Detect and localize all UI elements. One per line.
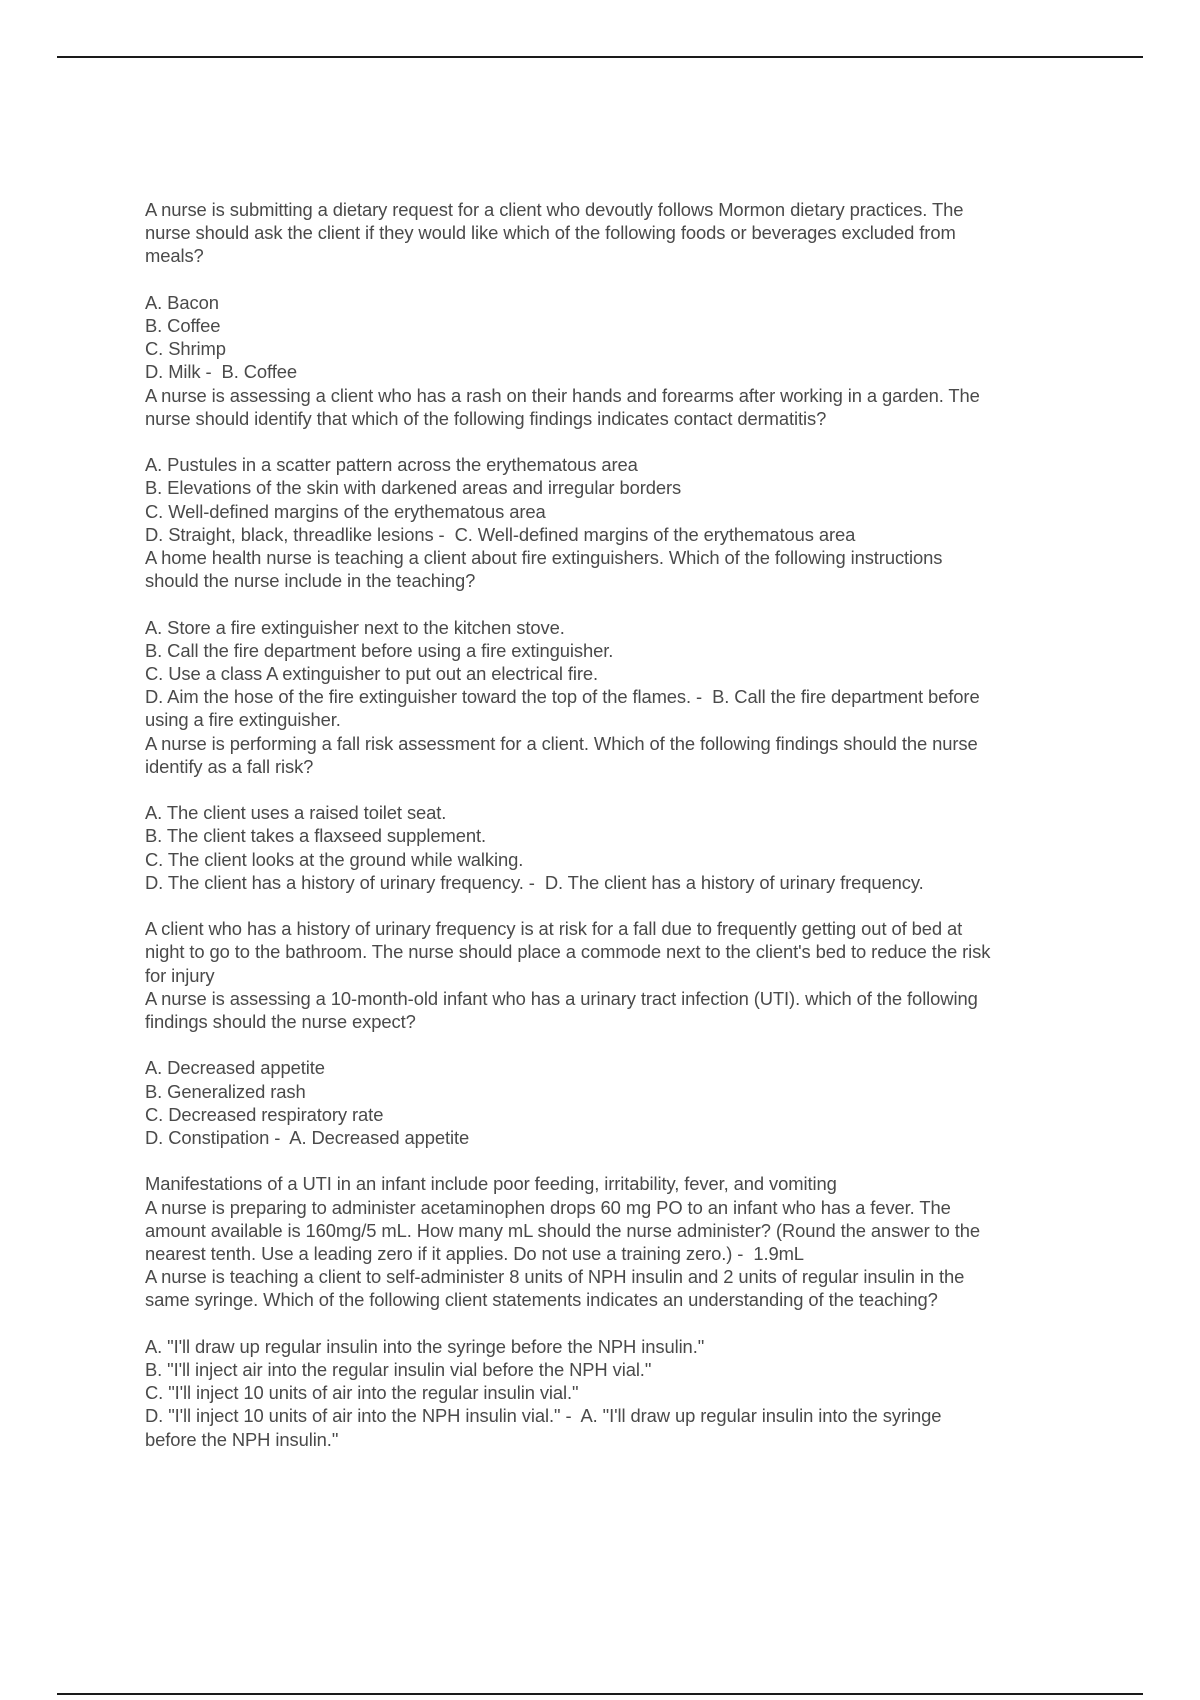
document-body: [145, 198, 1085, 1451]
text-line: B. "I'll inject air into the regular insulin vial before the NPH vial.": [145, 1359, 652, 1381]
text-line: C. "I'll inject 10 units of air into the regular insulin vial.": [145, 1382, 579, 1404]
text-line: amount available is 160mg/5 mL. How many mL should the nurse administer? (Round the answer to the: [145, 1219, 981, 1241]
text-line: D. Milk - B. Coffee: [145, 361, 297, 383]
paragraph-gap: [145, 1149, 1085, 1172]
text-line: meals?: [145, 245, 204, 267]
text-line: A. "I'll draw up regular insulin into the syringe before the NPH insulin.": [145, 1335, 705, 1357]
text-line: C. Decreased respiratory rate: [145, 1103, 384, 1125]
header-rule: [57, 56, 1143, 58]
paragraph-gap: [145, 778, 1085, 801]
text-line: nurse should identify that which of the following findings indicates contact dermatitis?: [145, 407, 827, 429]
text-line: A. Pustules in a scatter pattern across the erythematous area: [145, 454, 638, 476]
text-line: C. Well-defined margins of the erythematous area: [145, 500, 546, 522]
text-line: A. Bacon: [145, 291, 219, 313]
text-line: D. Straight, black, threadlike lesions - C. Well-defined margins of the erythematous area: [145, 523, 856, 545]
footer-rule: [57, 1693, 1143, 1695]
text-line: A. Decreased appetite: [145, 1057, 325, 1079]
paragraph-gap: [145, 1312, 1085, 1335]
text-line: B. Coffee: [145, 315, 221, 336]
text-line: same syringe. Which of the following client statements indicates an understanding of the teaching?: [145, 1289, 938, 1311]
text-line: night to go to the bathroom. The nurse should place a commode next to the client's bed to reduce the risk: [145, 941, 991, 963]
text-line: C. Shrimp: [145, 338, 226, 360]
text-line: D. Aim the hose of the fire extinguisher toward the top of the flames. - B. Call the fire department before: [145, 686, 980, 708]
paragraph-gap: [145, 592, 1085, 615]
paragraph-gap: [145, 430, 1085, 453]
text-line: A nurse is preparing to administer acetaminophen drops 60 mg PO to an infant who has a fever. The: [145, 1196, 951, 1218]
text-line: using a fire extinguisher.: [145, 709, 341, 731]
text-line: for injury: [145, 964, 215, 986]
text-line: nearest tenth. Use a leading zero if it applies. Do not use a training zero.) - 1.9mL: [145, 1243, 804, 1265]
text-line: findings should the nurse expect?: [145, 1011, 416, 1033]
text-line: before the NPH insulin.": [145, 1428, 339, 1450]
paragraph-gap: [145, 268, 1085, 291]
text-line: D. "I'll inject 10 units of air into the NPH insulin vial." - A. "I'll draw up regular insulin into the syringe: [145, 1405, 942, 1427]
text-line: B. The client takes a flaxseed supplement.: [145, 825, 486, 847]
text-line: A nurse is performing a fall risk assessment for a client. Which of the following findings should the nurse: [145, 732, 978, 754]
text-line: B. Elevations of the skin with darkened areas and irregular borders: [145, 477, 682, 499]
text-line: C. Use a class A extinguisher to put out an electrical fire.: [145, 663, 598, 685]
text-line: D. The client has a history of urinary frequency. - D. The client has a history of urinary frequency.: [145, 871, 924, 893]
text-line: A nurse is assessing a client who has a rash on their hands and forearms after working in a garden. The: [145, 384, 980, 406]
text-line: C. The client looks at the ground while walking.: [145, 848, 524, 870]
text-line: A. Store a fire extinguisher next to the kitchen stove.: [145, 616, 565, 638]
text-line: Manifestations of a UTI in an infant include poor feeding, irritability, fever, and vomiting: [145, 1173, 837, 1195]
text-line: A nurse is assessing a 10-month-old infant who has a urinary tract infection (UTI). which of the following: [145, 987, 978, 1009]
text-line: identify as a fall risk?: [145, 755, 314, 777]
paragraph-gap: [145, 1033, 1085, 1056]
text-line: nurse should ask the client if they would like which of the following foods or beverages excluded from: [145, 222, 956, 244]
paragraph-gap: [145, 894, 1085, 917]
text-line: B. Generalized rash: [145, 1080, 306, 1102]
text-line: A client who has a history of urinary frequency is at risk for a fall due to frequently getting out of bed at: [145, 918, 963, 940]
text-line: A home health nurse is teaching a client about fire extinguishers. Which of the following instructions: [145, 547, 943, 569]
text-line: A. The client uses a raised toilet seat.: [145, 802, 447, 824]
text-line: A nurse is submitting a dietary request for a client who devoutly follows Mormon dietary practices. The: [145, 199, 964, 220]
text-line: should the nurse include in the teaching?: [145, 570, 476, 592]
text-line: B. Call the fire department before using a fire extinguisher.: [145, 639, 614, 661]
text-line: A nurse is teaching a client to self-administer 8 units of NPH insulin and 2 units of regular insulin in the: [145, 1266, 965, 1288]
text-line: D. Constipation - A. Decreased appetite: [145, 1127, 470, 1149]
